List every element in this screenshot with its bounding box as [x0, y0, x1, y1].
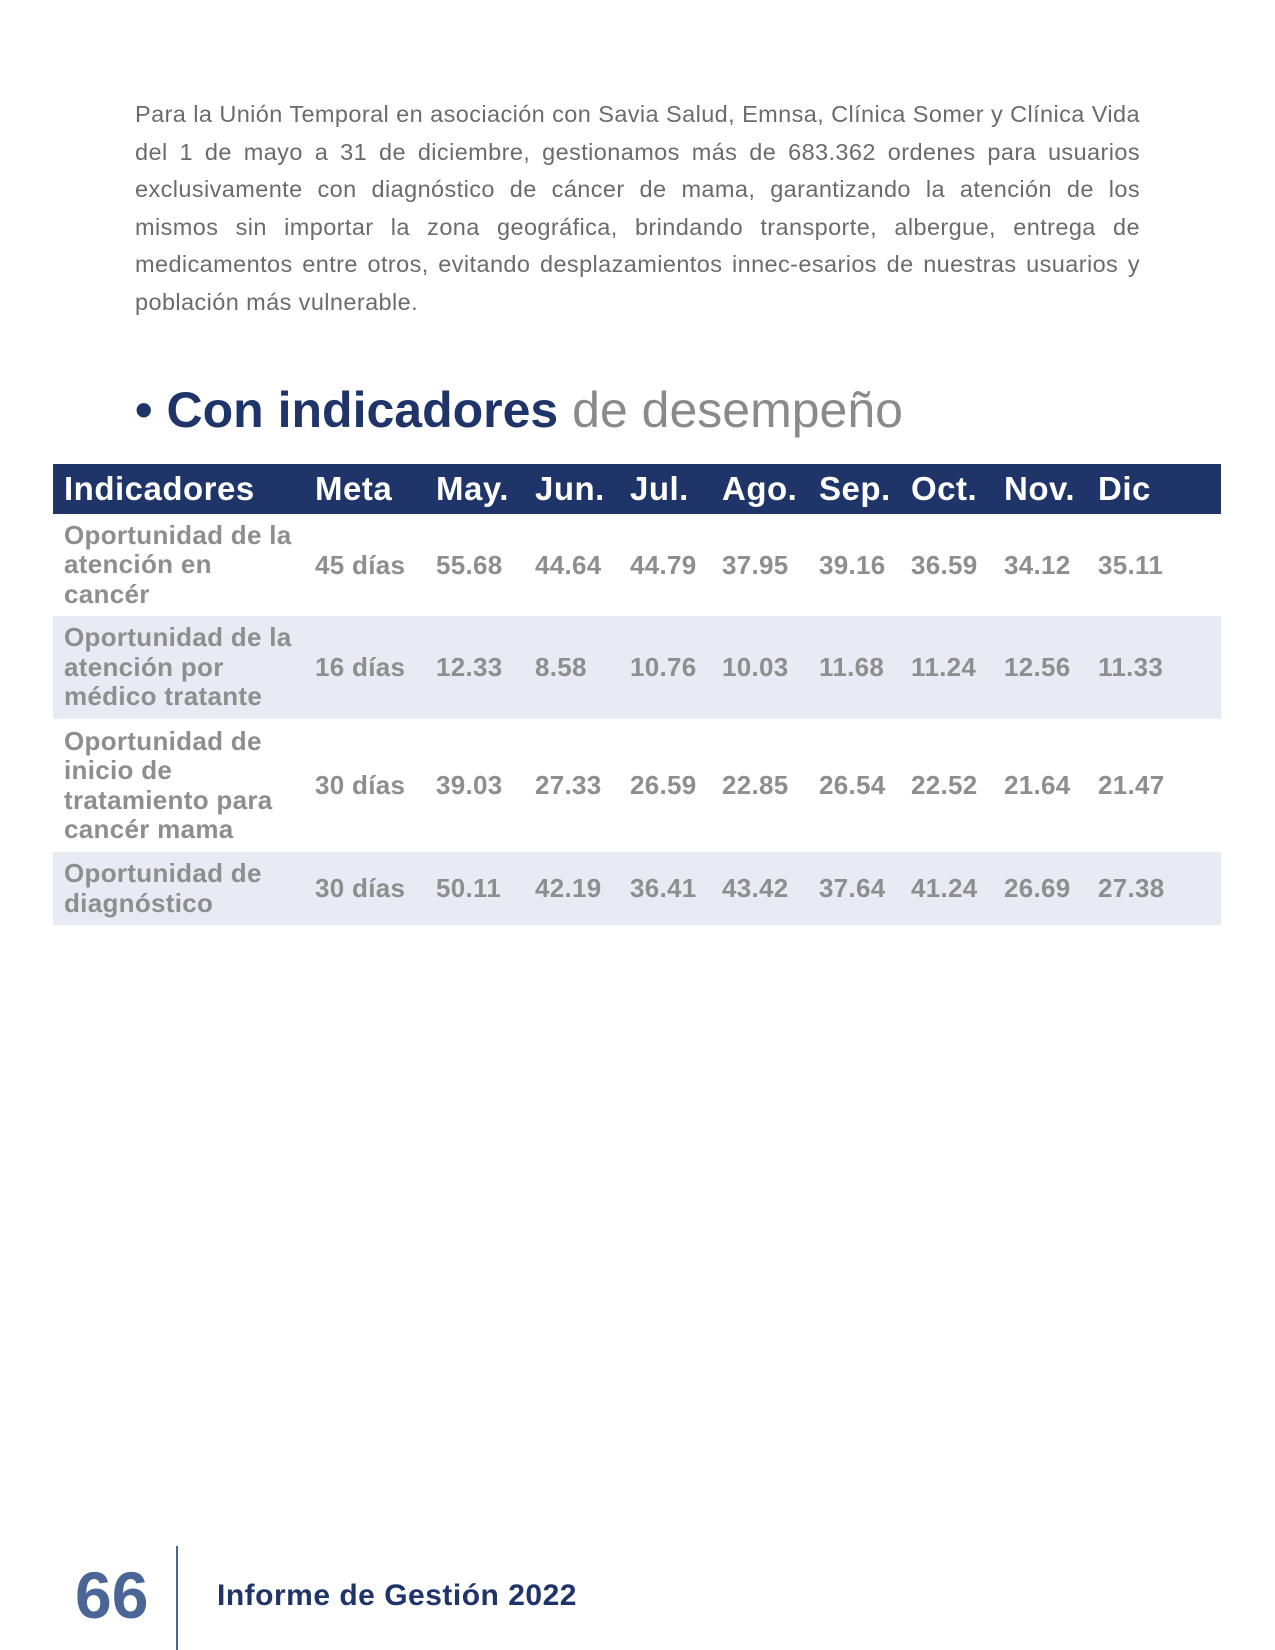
- table-row: [53, 852, 1221, 925]
- indicator-name: Oportunidad de diagnóstico: [53, 852, 304, 925]
- value-cell: 50.11: [425, 852, 524, 925]
- value-cell: 44.79: [630, 549, 697, 580]
- header-jul: Jul.: [619, 464, 711, 514]
- value-cell: 26.69: [993, 852, 1087, 925]
- header-dic: Dic: [1087, 464, 1221, 514]
- header-ago: Ago.: [711, 464, 808, 514]
- value-cell: 42.19: [524, 852, 619, 925]
- header-indicadores: Indicadores: [53, 464, 304, 514]
- value-cell: 11.24: [900, 616, 993, 719]
- value-cell: 21.64: [1004, 770, 1071, 800]
- value-cell: 39.16: [819, 549, 886, 580]
- value-cell: 43.42: [711, 852, 808, 925]
- meta-cell: 30 días: [315, 770, 406, 800]
- value-cell: 36.41: [619, 852, 711, 925]
- header-jun: Jun.: [524, 464, 619, 514]
- value-cell: 10.03: [711, 616, 808, 719]
- value-cell: 10.76: [619, 616, 711, 719]
- value-cell: 34.12: [1004, 549, 1071, 580]
- header-meta: Meta: [304, 464, 425, 514]
- report-title: Informe de Gestión 2022: [217, 1579, 577, 1612]
- meta-cell: 16 días: [304, 616, 425, 719]
- meta-cell: 45 días: [315, 549, 406, 580]
- value-cell: 35.11: [1098, 549, 1164, 580]
- page-number: 66: [75, 1558, 149, 1632]
- indicator-name: Oportunidad de la atención en cancér: [64, 519, 292, 609]
- meta-cell: 30 días: [304, 852, 425, 925]
- value-cell: 44.64: [535, 549, 602, 580]
- table-row: [53, 719, 1221, 852]
- value-cell: 55.68: [436, 549, 503, 580]
- section-title-light: de desempeño: [572, 382, 903, 438]
- value-cell: 11.33: [1087, 616, 1221, 719]
- value-cell: 22.85: [722, 770, 789, 800]
- section-title-strong: Con indicadores: [166, 382, 559, 438]
- value-cell: 12.33: [425, 616, 524, 719]
- table-header-row: [53, 464, 1221, 514]
- value-cell: 39.03: [436, 770, 503, 800]
- value-cell: 37.95: [722, 549, 789, 580]
- value-cell: 26.59: [630, 770, 697, 800]
- value-cell: 27.33: [535, 770, 602, 800]
- value-cell: 22.52: [911, 770, 978, 800]
- intro-paragraph: Para la Unión Temporal en asociación con Savia Salud, Emnsa, Clínica Somer y Clínica Vida del 1 de mayo a 31 de diciembre, gestionamos más de 683.362 ordenes para usuarios exclusivamente con diagnóstico de cáncer de mama, garantizando la atención de los mismos sin importar la zona geográfica, brindando transporte, albergue, entrega de medicamentos entre otros, evitando desplazamientos innec-esarios de nuestras usuarios y población más vulnerable.: [135, 101, 1140, 315]
- header-oct: Oct.: [900, 464, 993, 514]
- value-cell: 37.64: [808, 852, 900, 925]
- header-nov: Nov.: [993, 464, 1087, 514]
- section-heading: [135, 380, 903, 440]
- value-cell: 36.59: [911, 549, 978, 580]
- value-cell: 27.38: [1087, 852, 1221, 925]
- header-may: May.: [425, 464, 524, 514]
- indicator-name: Oportunidad de inicio de tratamiento para cancér mama: [64, 725, 273, 844]
- bullet-icon: •: [135, 382, 153, 438]
- value-cell: 11.68: [808, 616, 900, 719]
- value-cell: 21.47: [1098, 770, 1165, 800]
- table-row: [53, 514, 1221, 616]
- value-cell: 8.58: [524, 616, 619, 719]
- footer-divider: [176, 1546, 178, 1650]
- value-cell: 41.24: [900, 852, 993, 925]
- indicators-table: [53, 464, 1221, 925]
- value-cell: 12.56: [993, 616, 1087, 719]
- header-sep: Sep.: [808, 464, 900, 514]
- indicator-name: Oportunidad de la atención por médico tratante: [53, 616, 304, 719]
- value-cell: 26.54: [819, 770, 886, 800]
- table-row: [53, 616, 1221, 719]
